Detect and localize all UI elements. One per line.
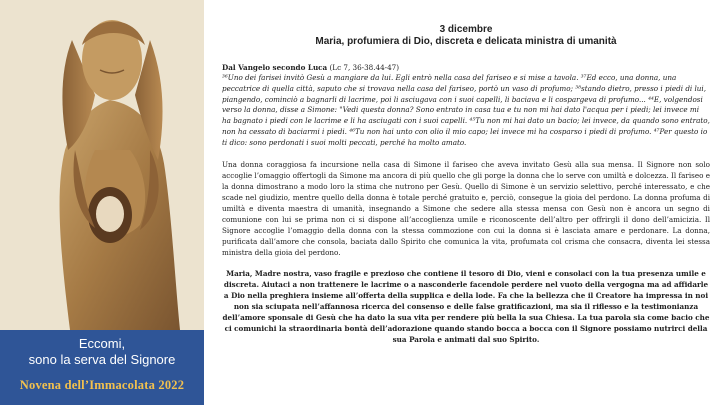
madonna-statue-image [0, 0, 204, 330]
novena-banner [0, 330, 204, 405]
banner-line-1: Eccomi, [78, 336, 126, 351]
image-panel [0, 0, 204, 405]
prayer-paragraph: Maria, Madre nostra, vaso fragile e prezioso che contiene il tesoro di Dio, vieni e consolaci con la tua presenza umile e discreta. Aiutaci a non trattenere le lacrime o a nasconderle facendole perdere nel vuoto della vergogna ma ad affidarle a Dio nella preghiera insieme all’offerta della supplica e della lode. Fa che la bellezza che il Creatore ha impressa in noi non sia sciupata nell’affannosa ricerca del consenso e delle false gratificazioni, ma sia il riflesso e la testimonianza dell’amore sponsale di Gesù che ha dato la sua vita per rendere più bella la sua Chiesa. La tua parola sia come bacio che ci comunichi la straordinaria bontà dell’adorazione quando stando bocca a bocca con il Signore possiamo nutrirci della sua Parola e animati dal suo Spirito. [222, 268, 710, 344]
banner-novena-title: Novena dell’Immacolata 2022 [19, 378, 185, 392]
commentary-paragraph: Una donna coraggiosa fa incursione nella casa di Simone il fariseo che aveva invitato Gesù alla sua mensa. Il Signore non solo accoglie l’omaggio offertogli da Simone ma ancora di più quello che gli porge la donna che lo serve con umiltà e dolcezza. Il fariseo e la donna dimostrano a modo loro la stima che nutrono per Gesù. Quello di Simone è un servizio selettivo, perché interessato, e che scade nel giudizio, mentre quello della donna è totale perché gratuito e, perciò, consegue la gioia del perdono. La donna profuma di umiltà e diventa maestra di umanità, insegnando a Simone che sedere alla stessa mensa con Gesù non è ancora un segno di comunione con lui se prima non ci si dispone all’accoglienza umile e riconoscente dell’altro per offrirgli il dono dell’amicizia. Il Signore accoglie l’omaggio della donna con la stessa commozione con cui la donna si è lasciata amare e perdonare. La donna, purificata dall’amore che consola, baciata dallo Spirito che comunica la vita, profumata col crisma che consacra, diventa lei stessa ministra della gioia del perdono. [222, 159, 710, 257]
text-column [222, 0, 710, 405]
gospel-text: ³⁶Uno dei farisei invitò Gesù a mangiare da lui. Egli entrò nella casa del fariseo e si mise a tavola. ³⁷Ed ecco, una donna, una peccatrice di quella città, saputo che si trovava nella casa del fariseo, portò un vaso di profumo; ³⁸stando dietro, presso i piedi di lui, piangendo, cominciò a bagnarli di lacrime, poi li asciugava con i suoi capelli, li baciava e li cospargeva di profumo... ⁴⁴E, volgendosi verso la donna, disse a Simone: "Vedi questa donna? Sono entrato in casa tua e tu non mi hai dato l'acqua per i piedi; lei invece mi ha bagnato i piedi con le lacrime e li ha asciugati con i suoi capelli. ⁴⁵Tu non mi hai dato un bacio; lei invece, da quando sono entrato, non ha cessato di baciarmi i piedi. ⁴⁶Tu non hai unto con olio il mio capo; lei invece mi ha cosparso i piedi di profumo. ⁴⁷Per questo io ti dico: sono perdonati i suoi molti peccati, perché ha molto amato. [222, 73, 710, 147]
page-title: Maria, profumiera di Dio, discreta e delicata ministra di umanità [315, 36, 617, 47]
date-heading: 3 dicembre [439, 24, 493, 35]
banner-line-2: sono la serva del Signore [28, 352, 176, 367]
gospel-intro: Dal Vangelo secondo Luca [222, 63, 328, 72]
gospel-heading [222, 62, 710, 73]
gospel-reference: (Lc 7, 36-38.44-47) [327, 63, 400, 72]
